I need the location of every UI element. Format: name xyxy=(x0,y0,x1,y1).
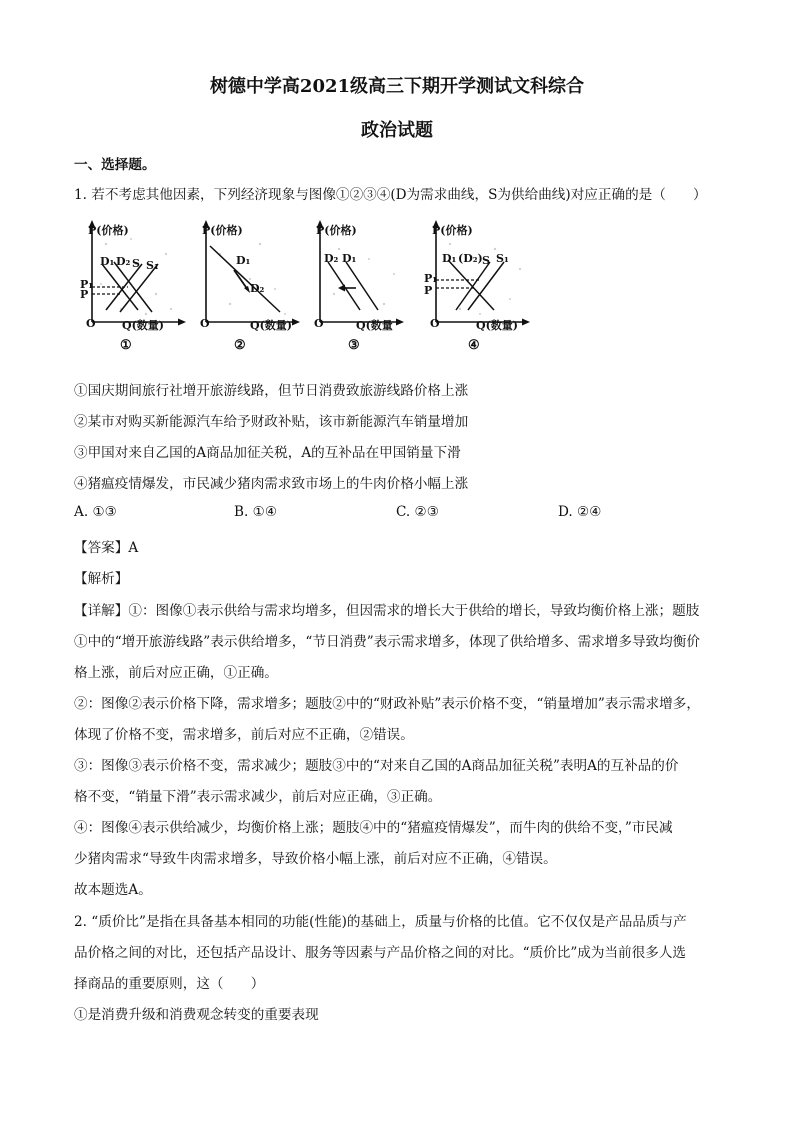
graph-1-origin: O xyxy=(86,317,96,330)
q2-line: 择商品的重要原则，这（ ） xyxy=(74,976,265,992)
graph-1-p-axis-label: P(价格) xyxy=(88,224,129,237)
q1-detail-line: ①中的“增开旅游线路”表示供给增多，“节日消费”表示需求增多，体现了供给增多、需求增多导致均衡价 xyxy=(74,634,700,650)
graph-1-price-label: P xyxy=(80,288,89,301)
graph-1-curve-label: S₁ xyxy=(146,259,159,272)
q1-detail-line: ③：图像③表示价格不变，需求减少；题肢③中的“对来自乙国的A商品加征关税”表明A的互补品的价 xyxy=(74,758,679,774)
q2-line: 品价格之间的对比，还包括产品设计、服务等因素与产品价格之间的对比。“质价比”成为当前很多人选 xyxy=(74,945,687,961)
graph-1 xyxy=(76,214,188,360)
graph-4-curve-label: S₁ xyxy=(496,252,509,265)
q1-detail-line: 格上涨，前后对应正确，①正确。 xyxy=(74,665,278,681)
option-b[interactable]: B. ①④ xyxy=(234,504,278,520)
q1-detail-line: ②：图像②表示价格下降，需求增多；题肢②中的“财政补贴”表示价格不变，“销量增加”表示需求增多， xyxy=(74,696,700,712)
graph-4-origin: O xyxy=(430,317,440,330)
q1-detail-line: 格不变，“销量下滑”表示需求减少，前后对应正确，③正确。 xyxy=(74,789,442,805)
q2-item: ①是消费升级和消费观念转变的重要表现 xyxy=(74,1007,319,1023)
graph-3-curve-label: D₂ xyxy=(324,252,339,265)
graph-3-origin: O xyxy=(314,317,324,330)
graph-2-number: ② xyxy=(234,338,246,353)
q1-detail-line: 【详解】①：图像①表示供给与需求均增多，但因需求的增长大于供给的增长，导致均衡价格上涨；题肢 xyxy=(74,603,700,619)
q1-item: ①国庆期间旅行社增开旅游线路，但节日消费致旅游线路价格上涨 xyxy=(74,383,469,399)
graph-1-curve-label: D₂ xyxy=(116,255,131,268)
q1-detail-line: ④：图像④表示供给减少，均衡价格上涨；题肢④中的“猪瘟疫情爆发”，而牛肉的供给不变，”市民减 xyxy=(74,820,673,836)
graph-2-p-axis-label: P(价格) xyxy=(202,224,243,237)
graph-1-number: ① xyxy=(120,338,132,353)
graph-3 xyxy=(304,214,416,360)
q1-detail-line: 少猪肉需求“导致牛肉需求增多，导致价格小幅上涨，前后对应不正确，④错误。 xyxy=(74,851,557,867)
option-d[interactable]: D. ②④ xyxy=(558,504,602,520)
q1-item: ②某市对购买新能源汽车给予财政补贴，该市新能源汽车销量增加 xyxy=(74,414,469,430)
q1-options xyxy=(0,504,794,524)
graph-1-price-label: P₁ xyxy=(80,278,94,291)
graph-1-curve-label: D₁ xyxy=(100,255,115,268)
graph-4-curve-label: S xyxy=(482,254,490,267)
graph-4-curve-label: (D₂) xyxy=(458,252,483,265)
graph-4-p-axis-label: P(价格) xyxy=(432,224,473,237)
graph-4-q-axis-label: Q(数量) xyxy=(476,319,518,332)
option-c[interactable]: C. ②③ xyxy=(396,504,439,520)
graph-4 xyxy=(420,214,532,360)
doc-subtitle: 政治试题 xyxy=(361,120,433,141)
graph-2-curve-label: D₂ xyxy=(250,282,265,295)
graph-2-origin: O xyxy=(200,317,210,330)
graph-2 xyxy=(190,214,302,360)
section-heading: 一、选择题。 xyxy=(74,157,156,173)
q1-item: ④猪瘟疫情爆发，市民减少猪肉需求致市场上的牛肉价格小幅上涨 xyxy=(74,476,469,492)
q1-graphs xyxy=(76,214,546,360)
graph-4-curve-label: D₁ xyxy=(442,252,457,265)
doc-title: 树德中学高2021级高三下期开学测试文科综合 xyxy=(209,76,585,97)
graph-3-p-axis-label: P(价格) xyxy=(316,224,357,237)
graph-4-number: ④ xyxy=(468,338,480,353)
graph-3-q-axis-label: Q(数量 xyxy=(356,319,393,332)
graph-4-price-label: P xyxy=(424,284,433,297)
graph-1-q-axis-label: Q(数量) xyxy=(122,319,164,332)
q1-answer: 【答案】A xyxy=(74,540,139,556)
graph-3-curve-label: D₁ xyxy=(342,252,357,265)
graph-4-price-label: P₁ xyxy=(424,272,438,285)
q1-stem: 1. 若不考虑其他因素，下列经济现象与图像①②③④(D为需求曲线，S为供给曲线)对应正确的是（ ） xyxy=(74,187,707,203)
q1-detail-line: 体现了价格不变，需求增多，前后对应不正确，②错误。 xyxy=(74,727,414,743)
graph-1-curve-label: S xyxy=(132,257,140,270)
option-a[interactable]: A. ①③ xyxy=(74,504,117,520)
graph-2-curve-label: D₁ xyxy=(236,254,251,267)
graph-2-q-axis-label: Q(数量) xyxy=(250,319,292,332)
q2-line: 2. “质价比”是指在具备基本相同的功能(性能)的基础上，质量与价格的比值。它不仅仅是产品品质与产 xyxy=(74,914,687,930)
q1-conclusion: 故本题选A。 xyxy=(74,882,152,898)
q1-analysis-label: 【解析】 xyxy=(74,571,129,587)
q1-item: ③甲国对来自乙国的A商品加征关税，A的互补品在甲国销量下滑 xyxy=(74,445,461,461)
graph-3-number: ③ xyxy=(348,338,360,353)
